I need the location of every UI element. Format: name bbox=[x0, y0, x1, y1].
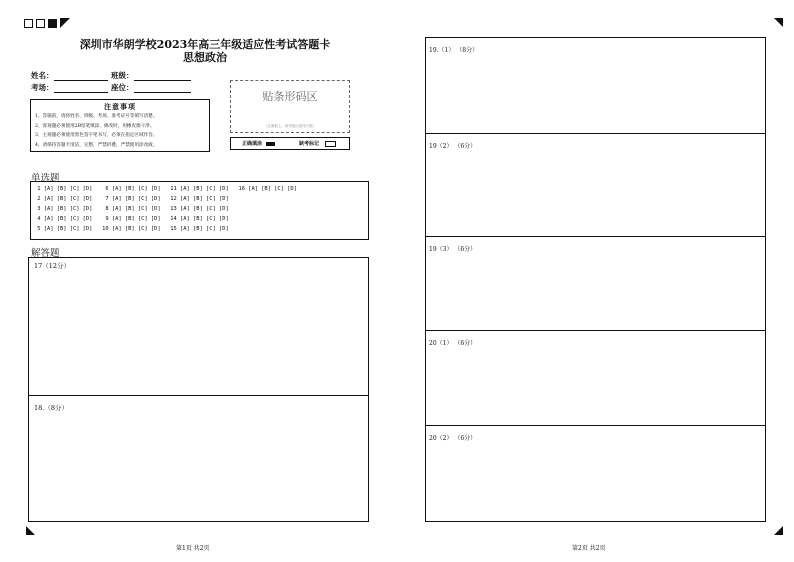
mark-example bbox=[230, 137, 350, 150]
corner-triangle-icon bbox=[774, 18, 783, 27]
answer-frame-page1 bbox=[28, 257, 369, 522]
answer-section-label: 解答题 bbox=[31, 248, 60, 259]
room-label: 考场： bbox=[31, 83, 54, 92]
room-field[interactable] bbox=[31, 82, 108, 93]
answer-frame-page2 bbox=[425, 37, 766, 522]
name-blank[interactable] bbox=[54, 80, 108, 81]
registration-square-icon bbox=[36, 19, 45, 28]
room-blank[interactable] bbox=[54, 92, 108, 93]
class-field[interactable] bbox=[111, 70, 191, 81]
filled-mark-icon bbox=[266, 142, 275, 146]
exam-title: 深圳市华朗学校2023年高三年级适应性考试答题卡 bbox=[79, 38, 331, 51]
q20-2-answer-area[interactable] bbox=[426, 426, 765, 521]
name-label: 姓名： bbox=[31, 71, 54, 80]
barcode-note: （正面朝上，请勿贴出虚线方框） bbox=[263, 124, 317, 128]
q18-label: 18.（8分） bbox=[34, 404, 68, 412]
q17-answer-area[interactable] bbox=[29, 258, 368, 396]
notice-item: 3、主观题必须使用黑色签字笔书写，必须在指定区域作答。 bbox=[35, 133, 158, 138]
registration-square-icon bbox=[24, 19, 33, 28]
corner-triangle-icon bbox=[774, 526, 783, 535]
q20-1-answer-area[interactable] bbox=[426, 331, 765, 426]
choice-row[interactable]: 3 [A] [B] [C] [D] 8 [A] [B] [C] [D] 13 [A] [B] [C] [D] bbox=[34, 206, 229, 212]
choice-row[interactable]: 2 [A] [B] [C] [D] 7 [A] [B] [C] [D] 12 [A] [B] [C] [D] bbox=[34, 196, 229, 202]
seat-field[interactable] bbox=[111, 82, 191, 93]
positioning-marks bbox=[24, 18, 70, 28]
subject-title: 思想政治 bbox=[183, 51, 227, 64]
notice-item: 2、客观题必须使用2B铅笔填涂，修改时，用橡皮擦干净。 bbox=[35, 123, 155, 129]
notice-box bbox=[30, 99, 210, 152]
q19-2-label: 19（2） （6分） bbox=[429, 143, 477, 150]
choice-row[interactable]: 5 [A] [B] [C] [D] 10 [A] [B] [C] [D] 15 [A] [B] [C] [D] bbox=[34, 226, 229, 232]
choice-row[interactable]: 1 [A] [B] [C] [D] 6 [A] [B] [C] [D] 11 [A] [B] [C] [D] 16 [A] [B] [C] [D] bbox=[34, 186, 297, 192]
barcode-title: 贴条形码区 bbox=[262, 90, 318, 103]
notice-title: 注意事项 bbox=[104, 102, 136, 111]
barcode-area bbox=[230, 80, 350, 133]
q19-1-label: 19.（1） （8分） bbox=[429, 47, 479, 54]
page1-footer: 第1页 共2页 bbox=[176, 545, 210, 552]
q19-2-answer-area[interactable] bbox=[426, 134, 765, 237]
seat-label: 座位： bbox=[111, 83, 134, 92]
q19-3-label: 19（3） （6分） bbox=[429, 246, 477, 253]
q20-1-label: 20（1） （6分） bbox=[429, 340, 477, 347]
registration-triangle-icon bbox=[60, 18, 70, 28]
seat-blank[interactable] bbox=[134, 92, 191, 93]
q19-3-answer-area[interactable] bbox=[426, 237, 765, 331]
single-choice-label: 单选题 bbox=[31, 173, 60, 184]
single-choice-grid bbox=[30, 181, 369, 240]
name-field[interactable] bbox=[31, 70, 108, 81]
q19-1-answer-area[interactable] bbox=[426, 38, 765, 134]
q20-2-label: 20（2） （6分） bbox=[429, 435, 477, 442]
corner-triangle-icon bbox=[26, 526, 35, 535]
notice-item: 4、请保持答题卡清洁，完整，严禁折叠，严禁使用涂改液。 bbox=[35, 142, 158, 148]
q18-answer-area[interactable] bbox=[29, 396, 368, 521]
registration-filled-square-icon bbox=[48, 19, 57, 28]
notice-item: 1、答题前，请将姓名、班级、考场、准考证号等填写清楚。 bbox=[35, 114, 158, 119]
class-label: 班级： bbox=[111, 71, 134, 80]
choice-row[interactable]: 4 [A] [B] [C] [D] 9 [A] [B] [C] [D] 14 [A] [B] [C] [D] bbox=[34, 216, 229, 222]
absent-mark-label: 缺考标记 bbox=[299, 141, 320, 147]
class-blank[interactable] bbox=[134, 80, 191, 81]
absent-checkbox[interactable] bbox=[325, 141, 336, 147]
correct-fill-label: 正确填涂 bbox=[242, 141, 263, 147]
q17-label: 17（12分） bbox=[34, 262, 71, 270]
page2-footer: 第2页 共2页 bbox=[572, 545, 606, 552]
